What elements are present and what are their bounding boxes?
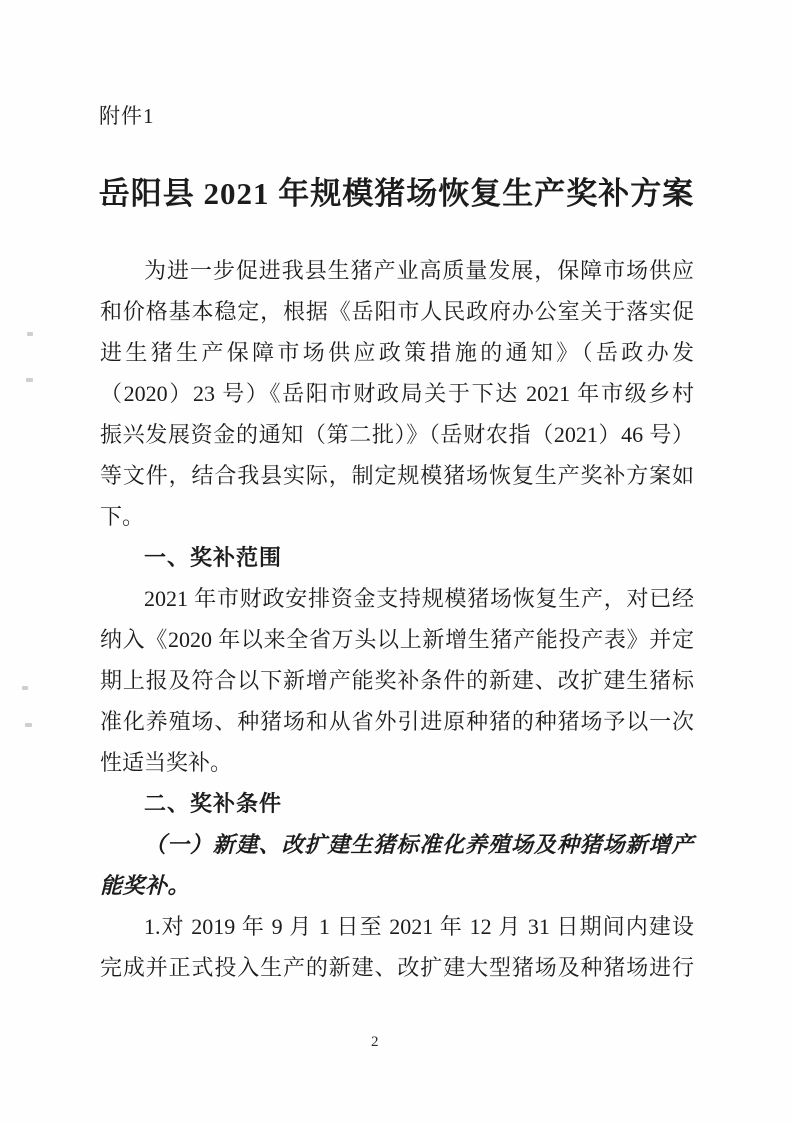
sub-heading-line: （一）新建、改扩建生猪标准化养殖场及种猪场新增产 <box>144 832 694 857</box>
body-line: 纳入《2020 年以来全省万头以上新增生猪产能投产表》并定 <box>100 627 694 652</box>
body-line: 2021 年市财政安排资金支持规模猪场恢复生产，对已经 <box>144 586 694 611</box>
body-line: 进生猪生产保障市场供应政策措施的通知》（岳政办发 <box>100 340 694 365</box>
sub-heading-line: 能奖补。 <box>100 873 191 898</box>
scan-artifact <box>26 378 33 382</box>
document-title: 岳阳县 2021 年规模猪场恢复生产奖补方案 <box>98 176 695 211</box>
body-line: 和价格基本稳定，根据《岳阳市人民政府办公室关于落实促 <box>100 299 694 324</box>
section-heading: 二、奖补条件 <box>144 791 283 816</box>
page-number: 2 <box>371 1034 379 1050</box>
body-line: 性适当奖补。 <box>100 750 233 775</box>
attachment-label: 附件1 <box>99 104 155 128</box>
body-line: 下。 <box>100 504 145 529</box>
body-line: 期上报及符合以下新增产能奖补条件的新建、改扩建生猪标 <box>100 668 694 693</box>
document-body <box>100 250 694 988</box>
body-line: 1.对 2019 年 9 月 1 日至 2021 年 12 月 31 日期间内建设 <box>144 914 694 939</box>
body-line: （2020）23 号）《岳阳市财政局关于下达 2021 年市级乡村 <box>100 381 694 406</box>
body-line: 完成并正式投入生产的新建、改扩建大型猪场及种猪场进行 <box>100 955 694 980</box>
body-line: 等文件，结合我县实际，制定规模猪场恢复生产奖补方案如 <box>100 463 694 488</box>
scan-artifact <box>27 332 33 336</box>
body-line: 为进一步促进我县生猪产业高质量发展，保障市场供应 <box>144 258 694 283</box>
body-line: 振兴发展资金的通知（第二批）》（岳财农指（2021）46 号） <box>100 422 694 447</box>
scan-artifact <box>22 686 28 690</box>
body-line: 准化养殖场、种猪场和从省外引进原种猪的种猪场予以一次 <box>100 709 694 734</box>
section-heading: 一、奖补范围 <box>144 545 283 570</box>
scan-artifact <box>25 723 32 727</box>
